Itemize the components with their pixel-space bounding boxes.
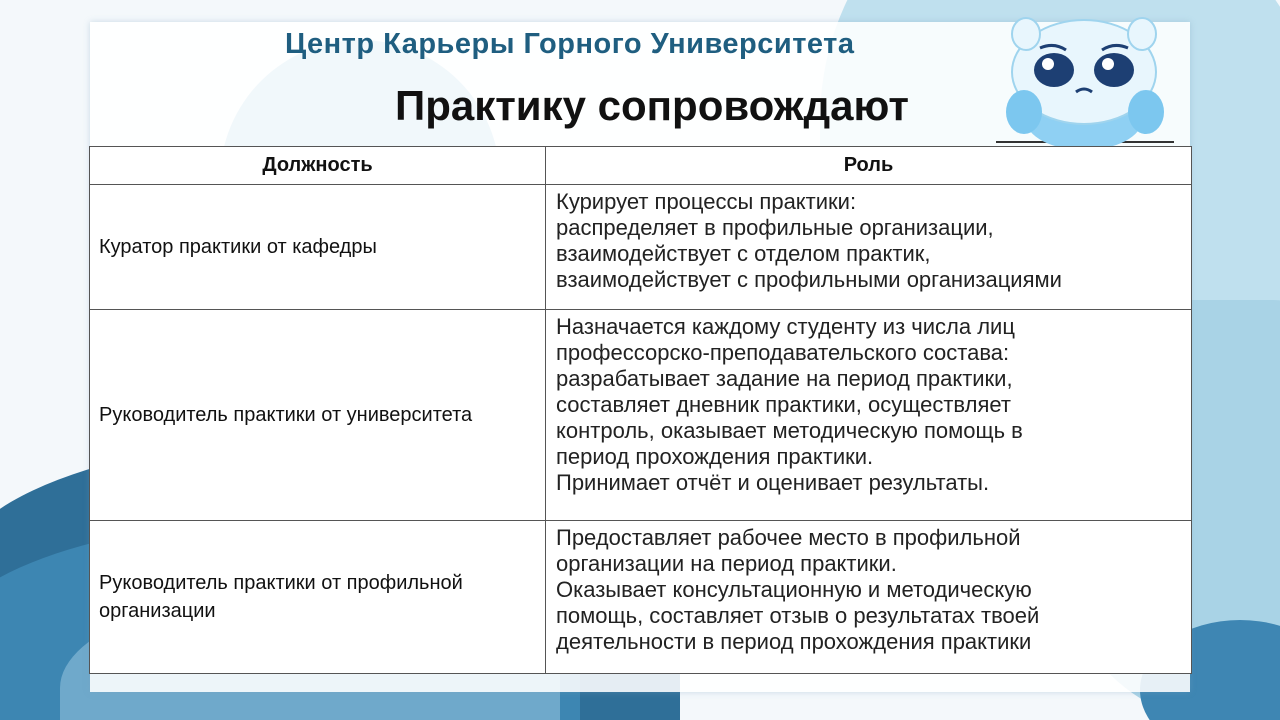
role-line: разрабатывает задание на период практики, (556, 366, 1013, 391)
role-line: Курирует процессы практики: (556, 189, 857, 214)
role-line: контроль, оказывает методическую помощь в (556, 418, 1023, 443)
position-cell: Руководитель практики от профильной организации (90, 521, 546, 674)
table-header-row (90, 147, 1192, 185)
practice-roles-table (89, 146, 1192, 674)
role-line: Предоставляет рабочее место в профильной (556, 525, 1021, 550)
position-cell: Руководитель практики от университета (90, 310, 546, 521)
role-line: помощь, составляет отзыв о результатах твоей (556, 603, 1040, 628)
column-header-position: Должность (90, 147, 546, 185)
role-line: организации на период практики. (556, 551, 897, 576)
role-cell (546, 310, 1192, 521)
role-line: взаимодействует с профильными организациями (556, 267, 1062, 292)
role-line: составляет дневник практики, осуществляет (556, 392, 1011, 417)
role-line: Оказывает консультационную и методическую (556, 577, 1032, 602)
position-cell: Куратор практики от кафедры (90, 185, 546, 310)
role-line: взаимодействует с отделом практик, (556, 241, 931, 266)
page-title: Практику сопровождают (395, 82, 909, 129)
role-line: Принимает отчёт и оценивает результаты. (556, 470, 990, 495)
brand-title: Центр Карьеры Горного Университета (285, 28, 855, 60)
table-row (90, 185, 1192, 310)
role-line: период прохождения практики. (556, 444, 874, 469)
role-line: Назначается каждому студенту из числа лиц (556, 314, 1015, 339)
role-line: распределяет в профильные организации, (556, 215, 994, 240)
role-line: деятельности в период прохождения практики (556, 629, 1032, 654)
role-cell (546, 185, 1192, 310)
sad-cartoon-character-icon (996, 12, 1176, 152)
role-line: профессорско-преподавательского состава: (556, 340, 1010, 365)
table-row (90, 521, 1192, 674)
role-cell (546, 521, 1192, 674)
table-row (90, 310, 1192, 521)
column-header-role: Роль (546, 147, 1192, 185)
